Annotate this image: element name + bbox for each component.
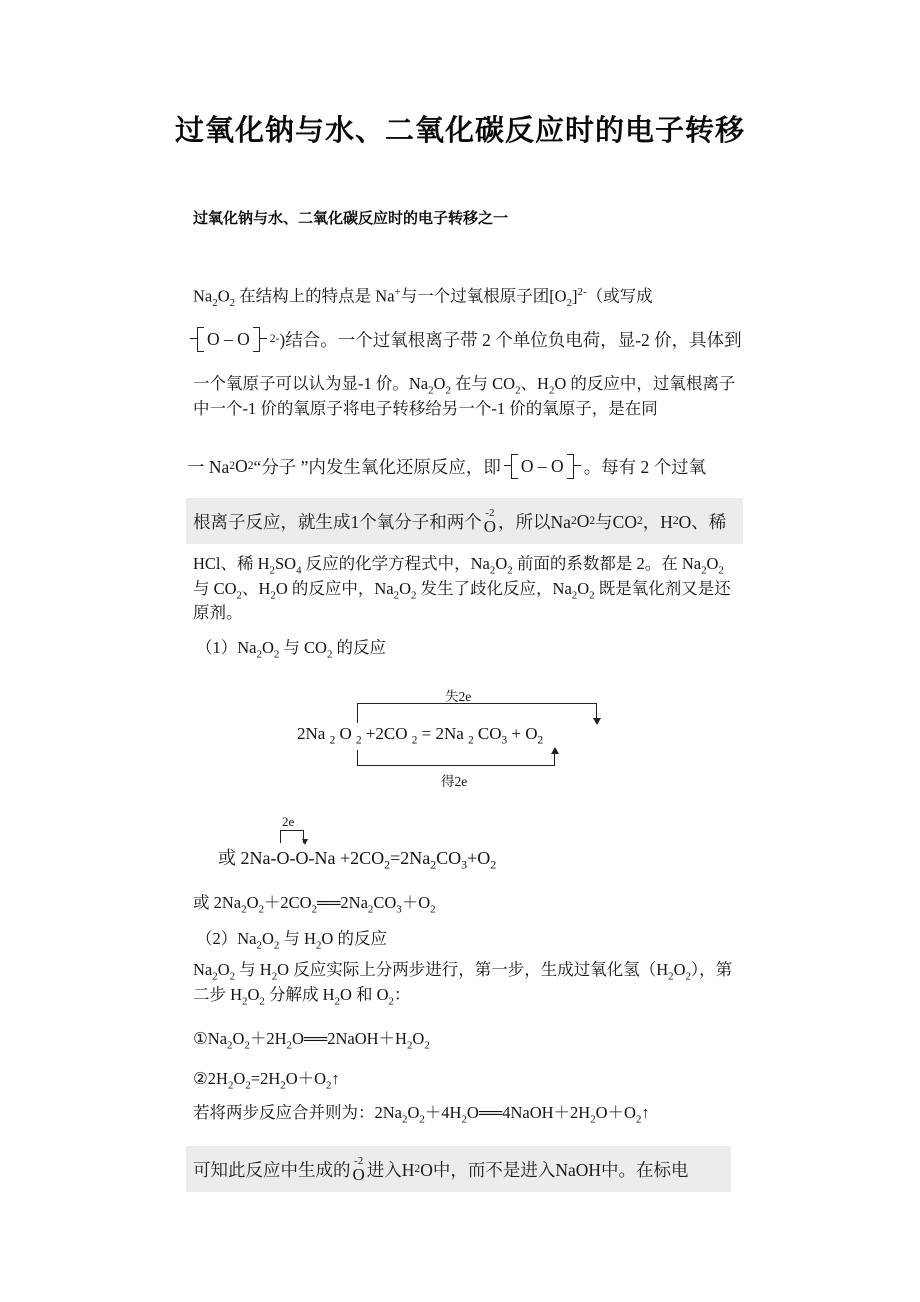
gain-2e-label: 得2e xyxy=(441,774,468,789)
electron-transfer-diagram-co2 xyxy=(297,686,657,794)
page-title: 过氧化钠与水、二氧化碳反应时的电子转移 xyxy=(174,115,745,147)
paragraph-oxidation-line2: 中一个-1 价的氧原子将电子转移给另一个-1 价的氧原子，是在同 xyxy=(193,398,658,418)
electron-transfer-diagram-structural xyxy=(218,816,618,878)
gray-image-line-oxygen: 根离子反应，就生成1个氧分子和两个 -2 O ，所以Na 2 O 2 与CO 2 ，H 2 O、稀 xyxy=(186,498,743,544)
equation-or-form: 或 $2Na_2O_2+2CO_2══2Na_2CO_3+O_2$ xyxy=(193,893,436,916)
equation-step1: $①Na_2O_2+2H_2O══2NaOH+H_2O_2$ xyxy=(193,1029,430,1052)
heading-reaction-h2o: $(2)Na_2O_2$ 与 $H_2O$ 的反应 xyxy=(196,929,387,952)
structural-equation: 或 $2Na-O-O-Na +2CO_2=2Na_2CO_3+O_2$ xyxy=(218,848,497,872)
transfer-2e-label: 2e xyxy=(282,814,295,829)
paragraph-coefficients-line2: 与 $CO_2$、$H_2O$ 的反应中，$Na_2O_2$ 发生了歧化反应，$Na_2O_2$ 既是氧化剂又是还 xyxy=(193,578,731,601)
transfer-2e-arrow xyxy=(280,830,304,843)
paragraph-coefficients-line3: 原剂。 xyxy=(193,603,243,622)
peroxide-right-bracket xyxy=(567,454,581,479)
oxygen-minus2-symbol: -2 O xyxy=(352,1154,365,1184)
heading-reaction-co2: $(1)Na_2O_2$ 与 $CO_2$ 的反应 xyxy=(196,638,387,661)
paragraph-oxidation-line1: 一个氧原子可以认为显-1 价。$Na_2O_2$ 在与 $CO_2$、$H_2O$ 的反应中，过氧根离子 xyxy=(193,374,736,397)
equation-step2: $②2H_2O_2=2H_2O+O_2↑$ xyxy=(193,1069,340,1092)
equation-combined: 若将两步反应合并则为：$2Na_2O_2+4H_2O══4NaOH+2H_2O+O_2↑$ xyxy=(193,1103,650,1126)
peroxide-left-bracket xyxy=(190,327,204,352)
paragraph-coefficients-line1: HCl、稀 $H_2SO_4$ 反应的化学方程式中，$Na_2O_2$ 前面的系数都是 2。在 $Na_2O_2$ xyxy=(193,554,724,577)
lose-2e-label: 失2e xyxy=(445,689,472,704)
lose-2e-arrow xyxy=(357,703,597,723)
peroxide-left-bracket xyxy=(504,454,518,479)
paragraph-twostep-line2: 二步 $H_2O_2$ 分解成 $H_2O$ 和 $O_2$： xyxy=(193,984,411,1007)
co2-reaction-equation: 2Na $_2$ O $_2$ +2CO $_2$ = 2Na $_2$ $CO_3 + O_2$ xyxy=(297,724,544,747)
section-subtitle: 过氧化钠与水、二氧化碳反应时的电子转移之一 xyxy=(193,210,509,227)
gain-2e-arrow xyxy=(357,750,555,766)
paragraph-intro-line1: $Na_2O_2$ 在结构上的特点是 Na+与一个过氧根原子团$[O_2]^{2-}$（或写成 xyxy=(193,286,653,309)
paragraph-twostep-line1: $Na_2O_2$ 与 $H_2O$ 反应实际上分两步进行，第一步，生成过氧化氢$(H_2O_2)$，第 xyxy=(193,960,733,983)
peroxide-right-bracket xyxy=(253,327,267,352)
gray-image-line-conclusion: 可知此反应中生成的 -2 O 进入H 2 O中，而不是进入NaOH中。在标电 xyxy=(186,1146,731,1192)
image-line-peroxide-structure: O – O 2- )结合。一个过氧根离子带 2 个单位负电荷，显-2 价，具体到 xyxy=(187,316,742,362)
image-line-molecule-redox: 一 Na 2 O 2 “分子 ”内发生氧化还原反应，即 O – O 。每有 2 个过氧 xyxy=(187,455,707,477)
oxygen-minus2-symbol: -2 O xyxy=(483,506,497,536)
